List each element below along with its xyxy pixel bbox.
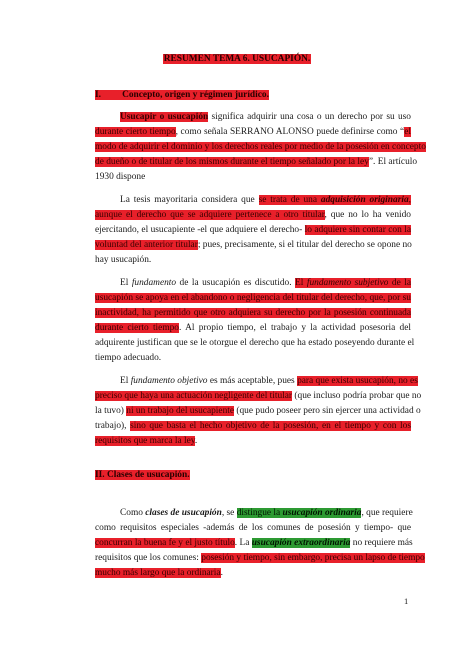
p2-line-2: aunque el derecho que se adquiere pertenece a otro titular, que no lo ha venido — [95, 210, 411, 220]
p3-line-5: adquirente justifican que se le otorgue el derecho que ha estado poseyendo durante el — [95, 338, 415, 348]
p1-line-4: de dueño o de titular de los mismos durante el tiempo señalado por la ley”. El artículo — [95, 157, 418, 167]
p2-line-1: La tesis mayoritaria considera que se trata de una adquisición originaria, — [120, 195, 411, 205]
p3-line-4: durante cierto tiempo. Al propio tiempo, el trabajo y la actividad posesoria del — [95, 323, 412, 333]
p1-line-3: modo de adquirir el dominio y los derechos reales por medio de la posesión en concepto — [95, 142, 426, 152]
p5-line-1: Como clases de usucapión, se distingue la usucapión ordinaria, que requiere — [120, 508, 413, 518]
section-heading-1-text: I. Concepto, origen y régimen jurídico. — [95, 90, 269, 100]
p4-line-2: preciso que haya una actuación negligente del titular (que incluso podría probar que no — [95, 391, 422, 401]
title-text: RESUMEN TEMA 6. USUCAPIÓN. — [163, 54, 311, 64]
p4-line-3: la tuvo) ni un trabajo del usucapiente (que pudo poseer pero sin ejercer una actividad o — [95, 406, 421, 416]
p4-line-5: requisitos que marca la ley. — [95, 436, 198, 446]
p4-line-4: trabajo), sino que basta el hecho objetivo de la posesión, en el tiempo y con los — [95, 421, 411, 431]
p5-line-5: mucho más largo que la ordinaria. — [95, 568, 223, 578]
section-heading-2-text: II. Clases de usucapión. — [95, 470, 190, 480]
p1-line-5: 1930 dispone — [95, 172, 146, 182]
section-heading-2 — [95, 470, 190, 480]
p5-line-3: concurran la buena fe y el justo título. La usucapión extraordinaria no requiere más — [95, 538, 413, 548]
p3-line-6: tiempo adecuado. — [95, 353, 162, 363]
p4-line-1: El fundamento objetivo es más aceptable, pues para que exista usucapión, no es — [120, 376, 418, 386]
p3-line-2: usucapión se apoya en el abandono o negligencia del titular del derecho, que, por su — [95, 293, 411, 303]
p2-line-4: voluntad del anterior titular; pues, precisamente, si el titular del derecho se opone no — [95, 240, 412, 250]
p3-line-3: inactividad, ha permitido que otro adquiera su derecho por la posesión continuada — [95, 308, 411, 318]
p5-line-2: como requisitos especiales -además de los comunes de posesión y tiempo- que — [95, 523, 411, 533]
document-title — [0, 54, 474, 64]
p1-line-1: Usucapir o usucapión significa adquirir una cosa o un derecho por su uso — [120, 112, 411, 122]
p1-line-2: durante cierto tiempo, como señala SERRANO ALONSO puede definirse como “el — [95, 127, 412, 137]
p2-line-3: ejercitando, el usucapiente -el que adquiere el derecho- lo adquiere sin contar con la — [95, 225, 411, 235]
p5-line-4: requisitos que los comunes: posesión y tiempo, sin embargo, precisa un lapso de tiempo — [95, 553, 425, 563]
p3-line-1: El fundamento de la usucapión es discutido. El fundamento subjetivo de la — [120, 278, 411, 288]
section-heading-1 — [95, 90, 269, 100]
p2-line-5: hay usucapión. — [95, 255, 152, 265]
page-number: 1 — [404, 596, 409, 606]
